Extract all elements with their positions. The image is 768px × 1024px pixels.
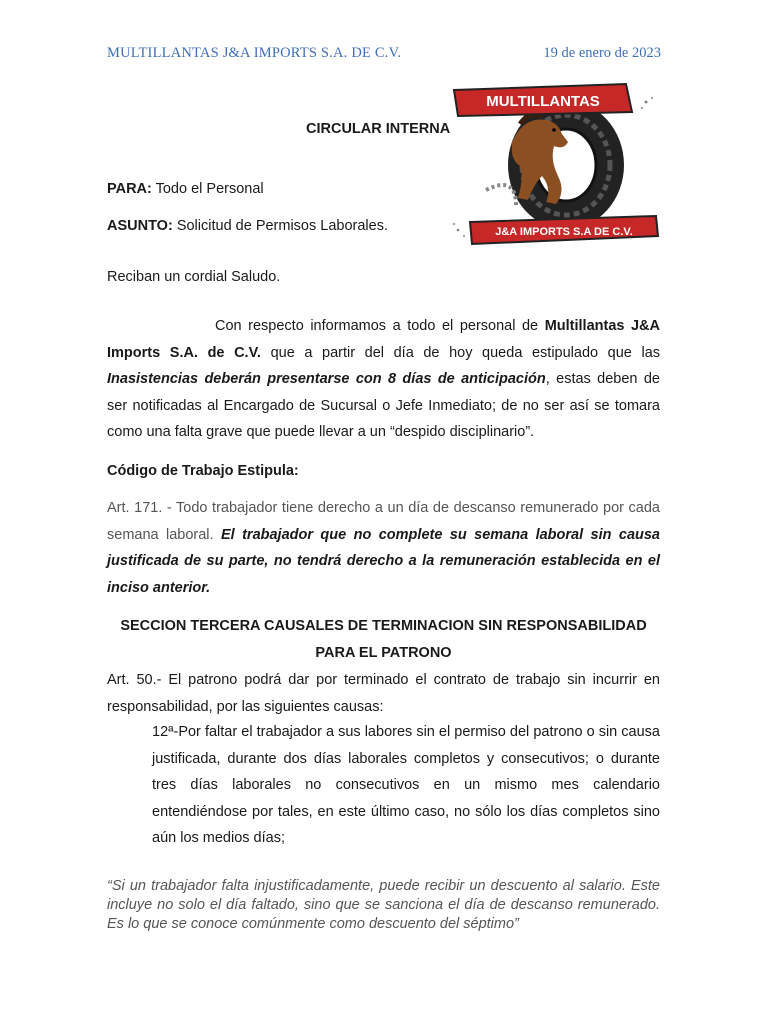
date-header: 19 de enero de 2023	[543, 45, 661, 61]
code-heading: Código de Trabajo Estipula:	[107, 463, 299, 479]
para-label: PARA:	[107, 181, 152, 197]
asunto-line	[107, 218, 388, 234]
company-logo	[446, 80, 662, 250]
logo-bottom-text: J&A IMPORTS S.A DE C.V.	[495, 226, 633, 238]
logo-top-text: MULTILLANTAS	[486, 93, 600, 110]
body-text-b: que a partir del día de hoy queda estipulado que las	[260, 344, 661, 361]
asunto-value: Solicitud de Permisos Laborales.	[172, 218, 388, 234]
greeting: Reciban un cordial Saludo.	[107, 269, 281, 285]
section-heading-line1: SECCION TERCERA CAUSALES DE TERMINACION SIN RESPONSABILIDAD	[120, 618, 647, 634]
item-12: 12ª-Por faltar el trabajador a sus labores sin el permiso del patrono o sin causa justificada, durante dos días laborales completos y consecutivos; o durante tres días laborales no consecutivos en un mismo mes calendario entendiéndose por tales, en este último caso, no sólo los días completos sino aún los medios días;	[152, 724, 660, 846]
company-name-inline: Multillantas J&A Imports S.A. de C.V.	[107, 318, 661, 361]
main-paragraph	[107, 313, 660, 446]
para-line	[107, 181, 264, 197]
para-value: Todo el Personal	[151, 181, 264, 197]
article-171-emphasis: El trabajador que no complete su semana laboral sin causa justificada de su parte, no tendrá derecho a la remuneración establecida en el inciso anterior.	[107, 526, 660, 596]
salary-discount-quote: “Si un trabajador falta injustificadamente, puede recibir un descuento al salario. Este incluye no solo el día faltado, sino que se sanciona el día de descanso remunerado. Es lo que se conoce comúnmente como descuento del séptimo”	[107, 878, 660, 932]
document-title: CIRCULAR INTERNA	[306, 121, 451, 137]
article-171	[107, 495, 660, 601]
company-header: MULTILLANTAS J&A IMPORTS S.A. DE C.V.	[107, 45, 402, 61]
absence-notice-emphasis: Inasistencias deberán presentarse con 8 días de anticipación	[107, 371, 546, 387]
body-text-c: , estas deben de ser notificadas al Encargado de Sucursal o Jefe Inmediato; de no ser así se tomara como una falta grave que puede llevar a un “despido disciplinario”.	[107, 371, 660, 440]
body-text-a: Con respecto informamos a todo el personal de	[215, 318, 545, 334]
section-heading-line2: PARA EL PATRONO	[315, 645, 452, 661]
section-heading	[107, 613, 660, 667]
article-171-text: Art. 171. - Todo trabajador tiene derecho a un día de descanso remunerado por cada semana laboral.	[107, 500, 660, 543]
article-50: Art. 50.- El patrono podrá dar por terminado el contrato de trabajo sin incurrir en responsabilidad, por las siguientes causas:	[107, 672, 660, 715]
asunto-label: ASUNTO:	[107, 218, 173, 234]
